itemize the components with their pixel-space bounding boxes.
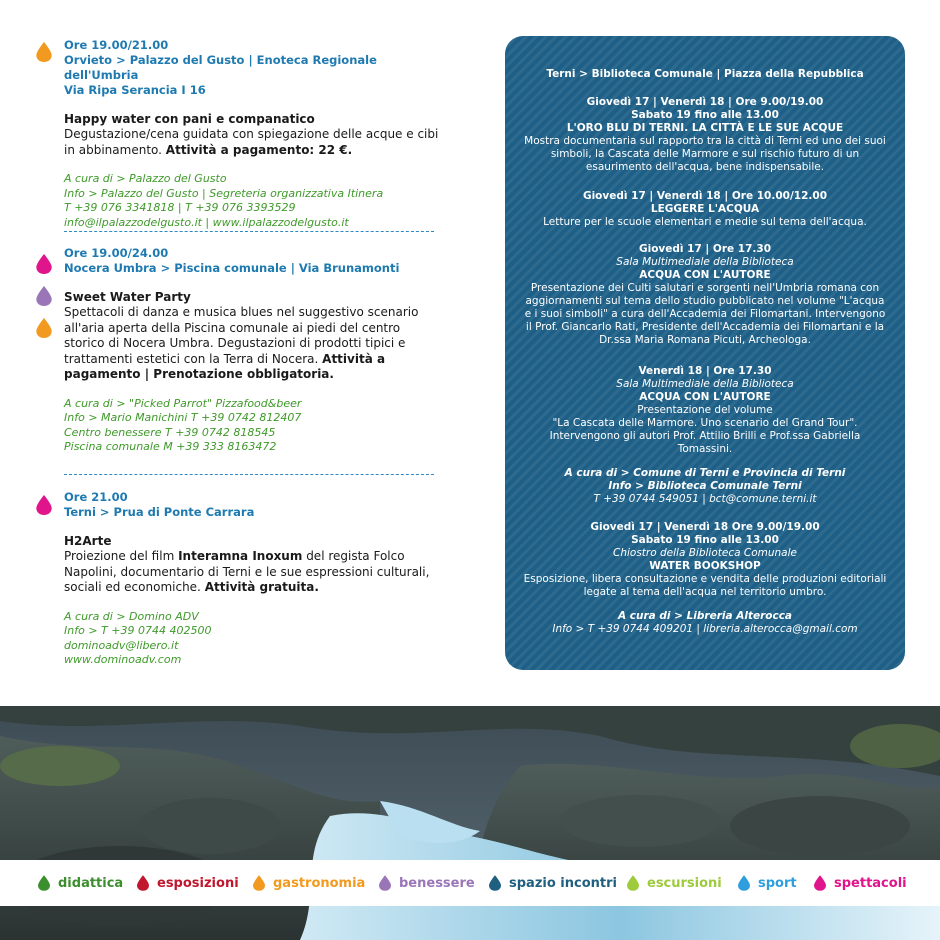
block-title: L'ORO BLU DI TERNI. LA CITTÀ E LE SUE ACQUE	[566, 122, 844, 134]
event-description-text: del regista Folco Napolini, documentario di Terni e le sue espressioni culturali, sociali ed economiche.	[64, 549, 430, 594]
credit-line: Info > T +39 0744 402500	[64, 624, 212, 637]
block-location: Sala Multimediale della Biblioteca	[616, 378, 794, 390]
event-place: Orvieto > Palazzo del Gusto | Enoteca Regionale dell'Umbria	[64, 53, 377, 82]
divider	[64, 231, 434, 232]
spettacoli-drop-icon	[36, 254, 52, 274]
benessere-drop-icon	[36, 286, 52, 306]
block-title: WATER BOOKSHOP	[649, 560, 761, 572]
block-description: Presentazione del volume	[637, 404, 773, 416]
spettacoli-drop-icon	[36, 495, 52, 515]
panel-block-autore-2	[523, 365, 887, 456]
category-legend	[0, 860, 940, 906]
event-place: Terni > Prua di Ponte Carrara	[64, 505, 255, 519]
block-location: Sala Multimediale della Biblioteca	[616, 256, 794, 268]
legend-label: esposizioni	[157, 876, 239, 891]
block-date: Giovedì 17 | Ore 17.30	[638, 243, 772, 255]
event-description	[64, 549, 444, 596]
event-description-text: Proiezione del film	[64, 549, 175, 563]
event-price: Attività a pagamento | Prenotazione obbligatoria.	[64, 351, 386, 381]
legend-label: gastronomia	[273, 876, 366, 891]
panel-block-leggere	[523, 190, 887, 229]
left-column	[0, 0, 480, 700]
drop-icon	[137, 875, 149, 891]
credit-line: Info > Palazzo del Gusto | Segreteria organizzativa Itinera	[64, 186, 384, 200]
block-description: Presentazione dei Culti salutari e sorgenti nell'Umbria romana con aggiornamenti sul tema dello studio pubblicato nel volume "L'acqua e i suoi simboli" a cura dell'Accademia dei Filomartani. Intervengono il Prof. Giancarlo Rati, Presidente dell'Accademia dei Filomartani e la Dr.ssa Maria Romana Picuti, Archeologa.	[524, 282, 886, 346]
panel-header: Terni > Biblioteca Comunale | Piazza della Repubblica	[546, 68, 864, 80]
credit-line[interactable]: info@ilpalazzodelgusto.it | www.ilpalazzodelgusto.it	[64, 215, 349, 229]
event-credits	[64, 397, 444, 455]
drop-icon	[738, 875, 750, 891]
drop-icon	[379, 875, 391, 891]
drop-icon	[627, 875, 639, 891]
credit-line: A cura di > Comune di Terni e Provincia di Terni	[564, 467, 846, 479]
event-time: Ore 19.00/24.00	[64, 246, 169, 260]
event-place: Via Ripa Serancia I 16	[64, 83, 206, 97]
event-description-text: Spettacoli di danza e musica blues nel suggestivo scenario all'aria aperta della Piscina comunale ai piedi del centro storico di Nocera Umbra. Degustazioni di prodotti tipici e trattamenti estetici con la Terra di Nocera.	[64, 305, 419, 366]
panel-block-credits-1	[523, 467, 887, 506]
event-title: H2Arte	[64, 534, 112, 548]
event-credits	[64, 172, 444, 230]
credit-line[interactable]: T +39 0744 549051 | bct@comune.terni.it	[593, 493, 817, 505]
gastronomia-drop-icon	[36, 318, 52, 338]
block-description: Mostra documentaria sul rapporto tra la città di Terni ed uno dei suoi simboli, la Cascata delle Marmore e sul rischio futuro di un esaurimento dell'acqua, bene indispensabile.	[524, 135, 886, 173]
credit-line[interactable]: www.dominoadv.com	[64, 653, 182, 666]
credit-line: A cura di > Domino ADV	[64, 609, 199, 623]
block-title: ACQUA CON L'AUTORE	[639, 391, 771, 403]
drop-icon	[38, 875, 50, 891]
credit-line: T +39 076 3341818 | T +39 076 3393529	[64, 201, 296, 214]
drop-icon	[814, 875, 826, 891]
event-price: Attività gratuita.	[204, 580, 319, 594]
divider	[64, 474, 434, 475]
event-price: Attività a pagamento: 22 €.	[165, 142, 353, 157]
credit-line: Piscina comunale M +39 333 8163472	[64, 440, 277, 453]
legend-label: escursioni	[647, 876, 722, 891]
panel-block-autore-1	[523, 243, 887, 347]
event-time: Ore 19.00/21.00	[64, 38, 169, 52]
block-description: "La Cascata delle Marmore. Uno scenario del Grand Tour". Intervengono gli autori Prof. Attilio Brilli e Prof.ssa Gabriella Tomassini.	[549, 417, 861, 455]
event-credits	[64, 610, 444, 668]
block-date: Venerdì 18 | Ore 17.30	[638, 365, 772, 377]
credit-line: Centro benessere T +39 0742 818545	[64, 425, 276, 439]
block-title: ACQUA CON L'AUTORE	[639, 269, 771, 281]
film-title: Interamna Inoxum	[178, 549, 303, 563]
credit-line: A cura di > Palazzo del Gusto	[64, 172, 227, 185]
credit-line: Info > Mario Manichini T +39 0742 812407	[64, 411, 302, 424]
event-orvieto	[64, 38, 444, 230]
event-place: Nocera Umbra > Piscina comunale | Via Brunamonti	[64, 261, 400, 275]
drop-icon	[253, 875, 265, 891]
credit-line[interactable]: Info > T +39 0744 409201 | libreria.alterocca@gmail.com	[552, 623, 858, 635]
block-date: Sabato 19 fino alle 13.00	[631, 534, 779, 546]
credit-line: A cura di > Libreria Alterocca	[617, 610, 793, 622]
legend-label: spettacoli	[834, 876, 907, 891]
block-date: Giovedì 17 | Venerdì 18 Ore 9.00/19.00	[590, 521, 820, 533]
biblioteca-panel	[505, 36, 905, 670]
event-description	[64, 127, 444, 158]
panel-block-mostra	[523, 96, 887, 174]
event-description-text: Degustazione/cena guidata con spiegazione delle acque e cibi in abbinamento.	[64, 127, 439, 157]
panel-block-bookshop	[523, 521, 887, 599]
credit-line: A cura di > "Picked Parrot" Pizzafood&beer	[64, 396, 302, 410]
event-description	[64, 305, 444, 383]
block-date: Giovedì 17 | Venerdì 18 | Ore 9.00/19.00	[586, 96, 824, 108]
block-date: Sabato 19 fino alle 13.00	[631, 109, 779, 121]
event-title: Sweet Water Party	[64, 290, 191, 304]
block-title: LEGGERE L'ACQUA	[650, 203, 760, 215]
block-description: Esposizione, libera consultazione e vendita delle produzioni editoriali legate al tema dell'acqua nel territorio umbro.	[523, 573, 887, 598]
panel-block-credits-2	[523, 610, 887, 636]
event-title: Happy water con pani e companatico	[64, 112, 315, 126]
legend-label: benessere	[399, 876, 475, 891]
credit-line[interactable]: dominoadv@libero.it	[64, 638, 179, 652]
event-nocera	[64, 246, 444, 455]
legend-label: didattica	[58, 876, 124, 891]
event-time: Ore 21.00	[64, 490, 128, 504]
block-location: Chiostro della Biblioteca Comunale	[613, 547, 797, 559]
event-terni	[64, 490, 444, 668]
credit-line: Info > Biblioteca Comunale Terni	[608, 480, 802, 492]
block-date: Giovedì 17 | Venerdì 18 | Ore 10.00/12.00	[582, 190, 828, 202]
block-description: Letture per le scuole elementari e medie sul tema dell'acqua.	[543, 216, 867, 228]
drop-icon	[489, 875, 501, 891]
legend-label: sport	[758, 876, 797, 891]
gastronomia-drop-icon	[36, 42, 52, 62]
legend-label: spazio incontri	[509, 876, 617, 891]
